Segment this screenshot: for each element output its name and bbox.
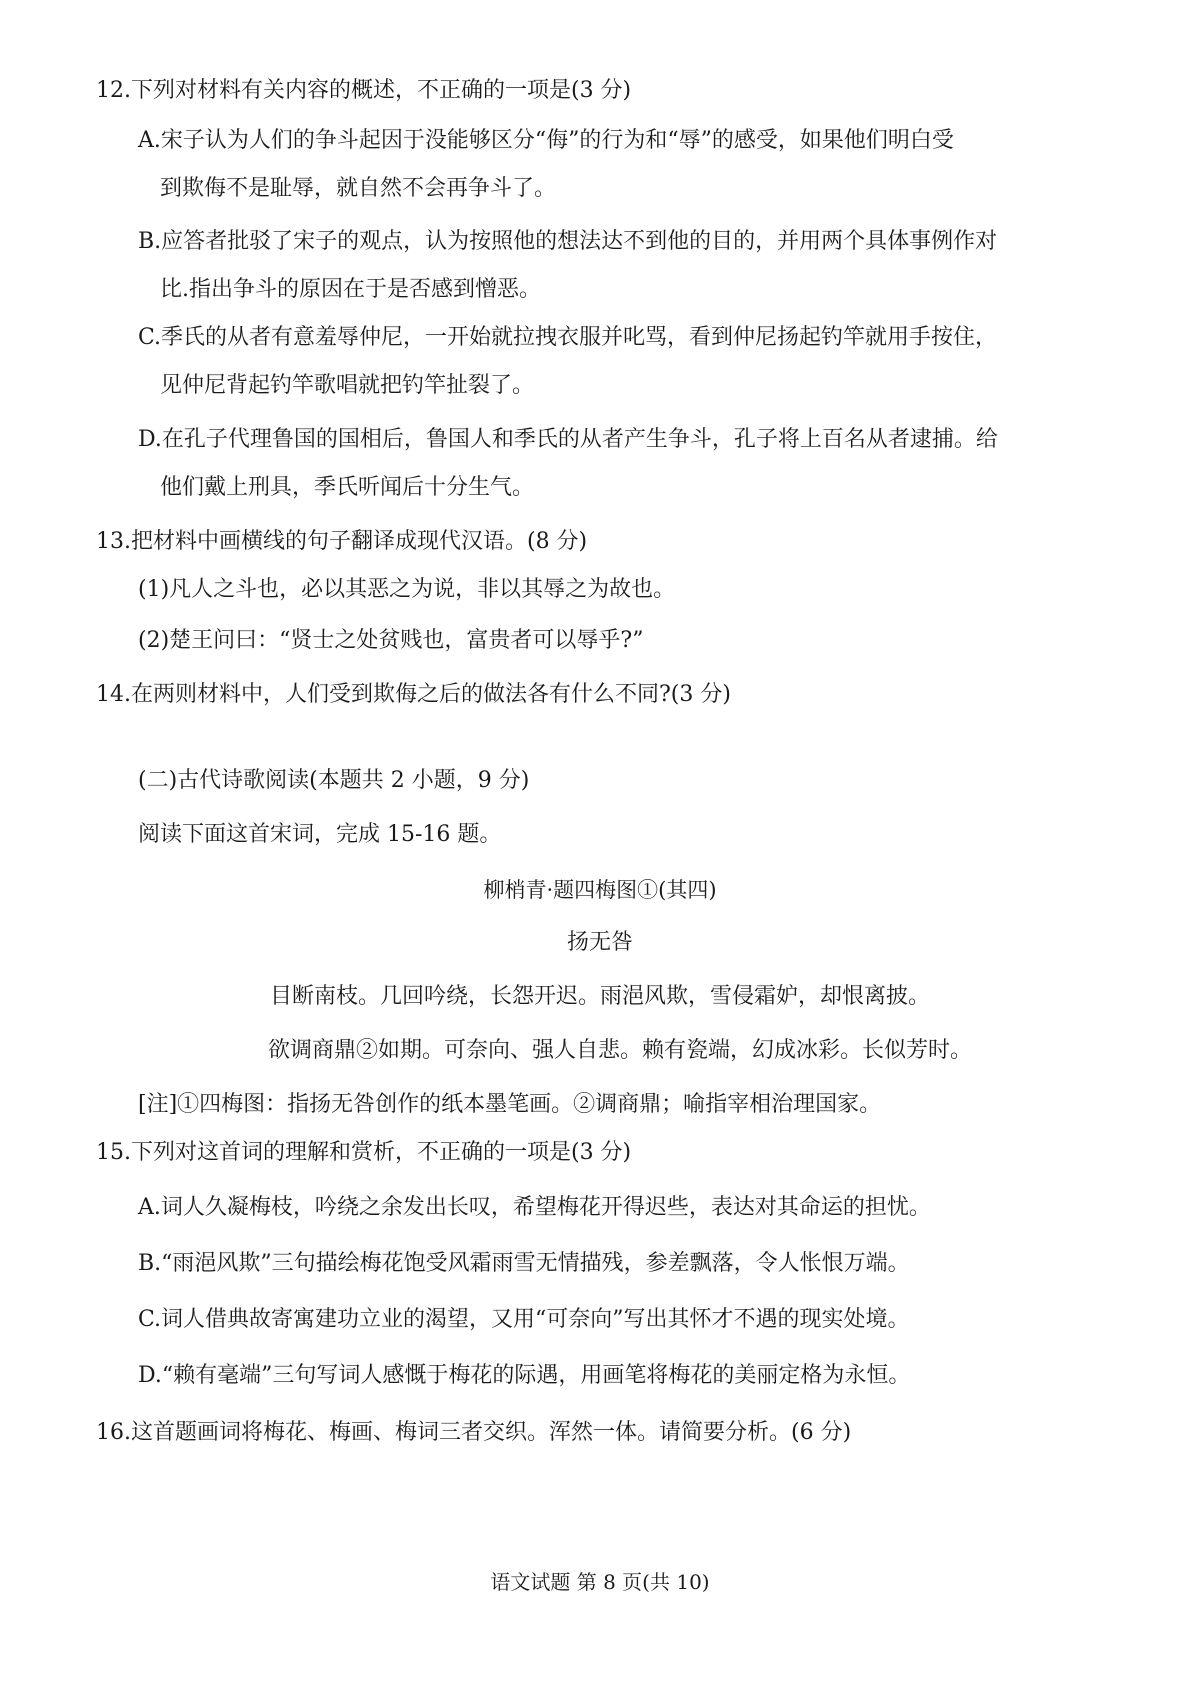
section-intro: 阅读下面这首宋词，完成 15-16 题。 [138,822,502,847]
question-13-sentence-2: (2)楚王问曰：“贤士之处贫贱也，富贵者可以辱乎?” [138,628,644,653]
question-15-stem: 15.下列对这首词的理解和赏析，不正确的一项是(3 分) [96,1140,632,1165]
poem-title: 柳梢青·题四梅图①(其四) [483,878,717,902]
question-12-stem: 12.下列对材料有关内容的概述，不正确的一项是(3 分) [96,78,632,103]
question-12-option-c-line2: 见仲尼背起钓竿歌唱就把钓竿扯裂了。 [160,373,535,398]
question-12-option-c-line1: C.季氏的从者有意羞辱仲尼，一开始就拉拽衣服并叱骂，看到仲尼扬起钓竿就用手按住， [138,325,998,350]
poem-line-1: 目断南枝。几回吟绕，长怨开迟。雨浥风欺，雪侵霜妒，却恨离披。 [269,984,930,1009]
question-13-sentence-1: (1)凡人之斗也，必以其恶之为说，非以其辱之为故也。 [138,577,676,602]
section-heading: (二)古代诗歌阅读(本题共 2 小题，9 分) [138,768,530,793]
question-12-option-d-line1: D.在孔子代理鲁国的国相后，鲁国人和季氏的从者产生争斗，孔子将上百名从者逮捕。给 [138,427,998,452]
question-12-option-a-line2: 到欺侮不是耻辱，就自然不会再争斗了。 [160,176,557,201]
question-15-option-d: D.“赖有毫端”三句写词人感慨于梅花的际遇，用画笔将梅花的美丽定格为永恒。 [138,1363,911,1388]
question-15-option-b: B.“雨浥风欺”三句描绘梅花饱受风霜雨雪无情描残，参差飘落，令人怅恨万端。 [138,1251,910,1276]
question-12-option-b-line1: B.应答者批驳了宋子的观点，认为按照他的想法达不到他的目的，并用两个具体事例作对 [138,229,998,254]
question-16-stem: 16.这首题画词将梅花、梅画、梅词三者交织。浑然一体。请简要分析。(6 分) [96,1420,852,1445]
poem-line-2: 欲调商鼎②如期。可奈向、强人自悲。赖有瓷端，幻成冰彩。长似芳时。 [267,1038,972,1063]
question-12-option-d-line2: 他们戴上刑具，季氏听闻后十分生气。 [160,475,535,500]
question-15-option-a: A.词人久凝梅枝，吟绕之余发出长叹，希望梅花开得迟些，表达对其命运的担忧。 [138,1195,931,1220]
question-15-option-c: C.词人借典故寄寓建功立业的渴望，又用“可奈向”写出其怀才不遇的现实处境。 [138,1307,910,1332]
question-12-option-a-line1: A.宋子认为人们的争斗起因于没能够区分“侮”的行为和“辱”的感受，如果他们明白受 [138,128,954,153]
question-12-option-b-line2: 比.指出争斗的原因在于是否感到憎恶。 [160,277,541,302]
question-14-stem: 14.在两则材料中，人们受到欺侮之后的做法各有什么不同?(3 分) [96,682,731,707]
page-footer: 语文试题 第 8 页(共 10) [490,1570,710,1594]
question-13-stem: 13.把材料中画横线的句子翻译成现代汉语。(8 分) [96,529,588,554]
poem-author: 扬无咎 [566,930,633,955]
poem-note: [注]①四梅图：指扬无咎创作的纸本墨笔画。②调商鼎；喻指宰相治理国家。 [138,1092,882,1117]
